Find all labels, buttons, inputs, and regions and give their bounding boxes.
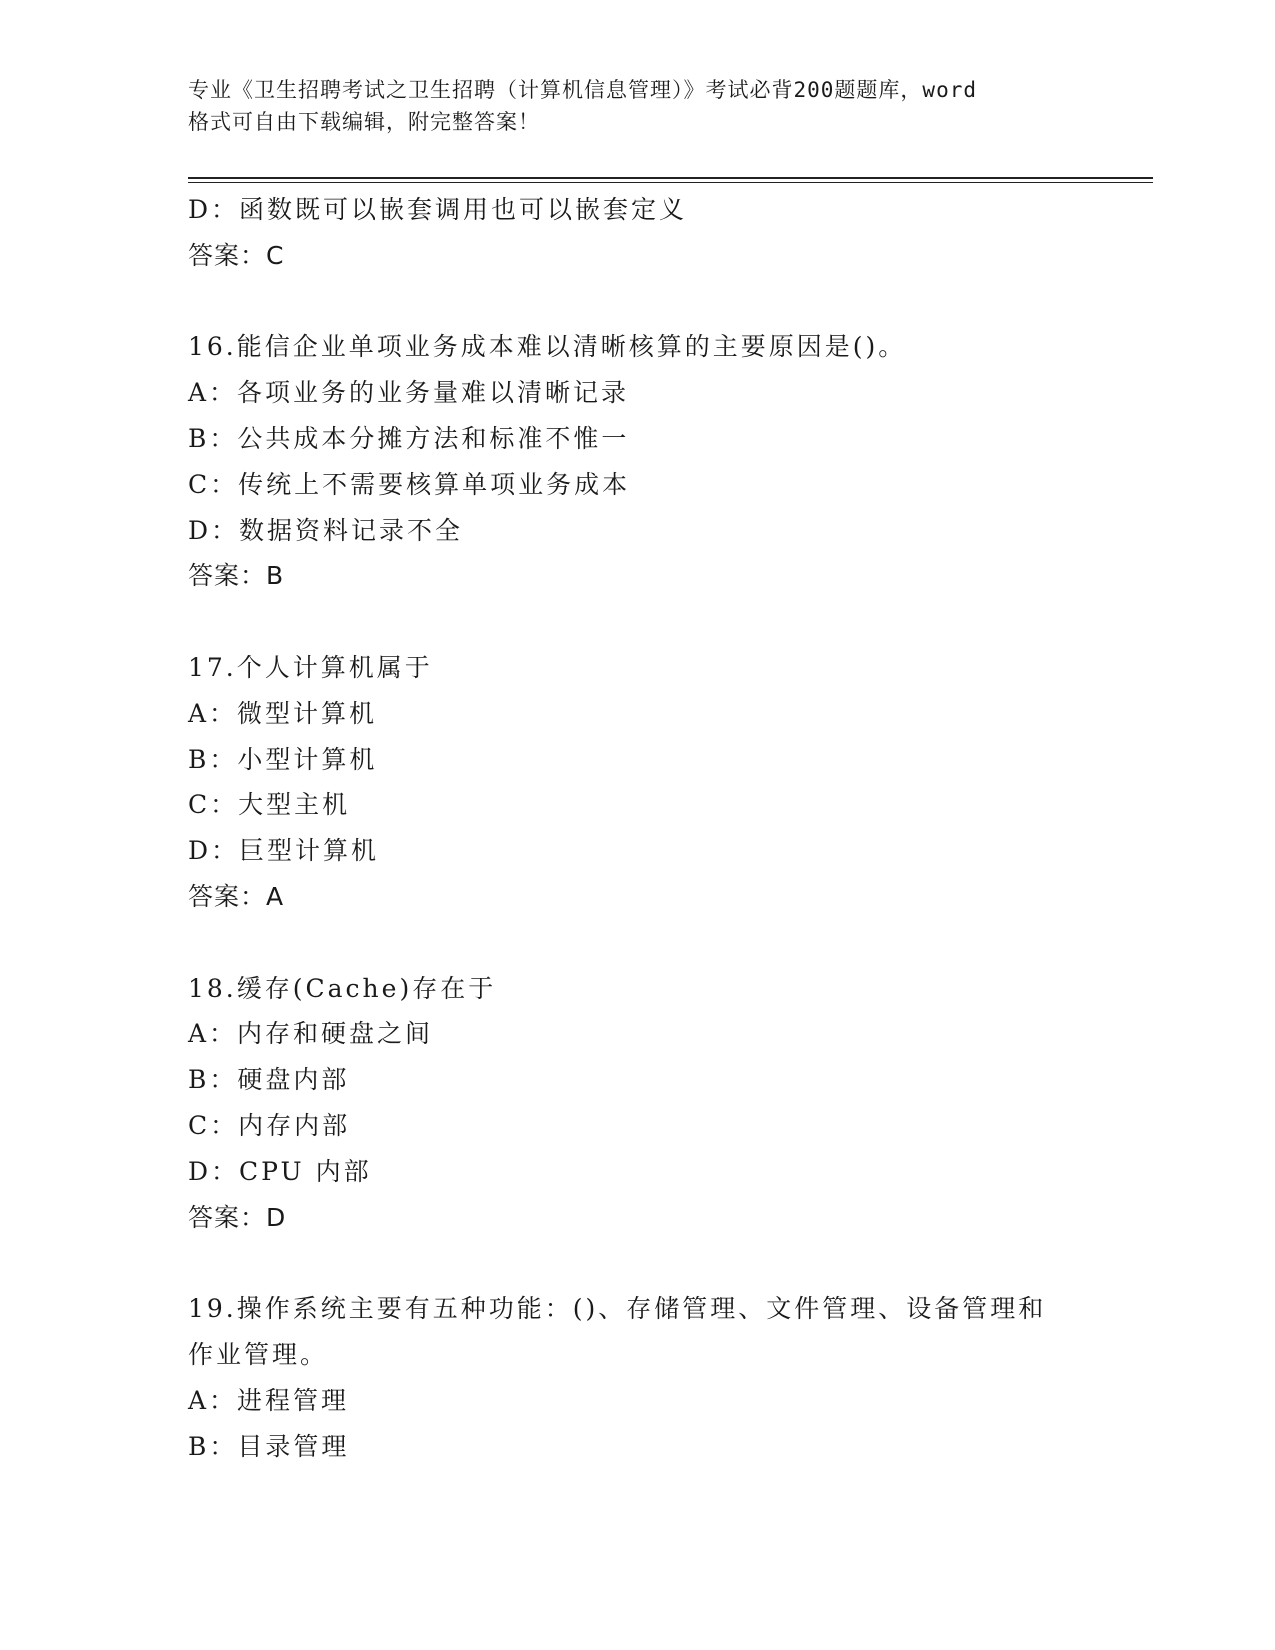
header-line-2: 格式可自由下载编辑，附完整答案！ — [188, 110, 540, 134]
question-stem: 17.个人计算机属于 — [188, 652, 433, 682]
option-d: D：CPU 内部 — [188, 1156, 372, 1186]
option-a: A：各项业务的业务量难以清晰记录 — [188, 378, 630, 408]
option-d: D：函数既可以嵌套调用也可以嵌套定义 — [188, 195, 688, 224]
option-b: B：硬盘内部 — [188, 1065, 350, 1095]
answer: 答案：D — [188, 1202, 287, 1232]
option-b: B：目录管理 — [188, 1431, 350, 1461]
answer: 答案：A — [188, 881, 285, 911]
option-b: B：小型计算机 — [188, 744, 378, 774]
question-stem: 18.缓存(Cache)存在于 — [188, 973, 497, 1003]
answer: 答案：B — [188, 561, 285, 591]
header-line-1: 专业《卫生招聘考试之卫生招聘（计算机信息管理）》考试必背200题题库，word — [188, 78, 977, 102]
option-b: B：公共成本分摊方法和标准不惟一 — [188, 423, 630, 453]
option-c: C：传统上不需要核算单项业务成本 — [188, 469, 631, 499]
header-divider-thin — [188, 182, 1153, 183]
question-stem-continued: 作业管理。 — [188, 1339, 329, 1369]
question-list — [188, 187, 1088, 1469]
option-a: A：微型计算机 — [188, 698, 378, 728]
question-stem: 16.能信企业单项业务成本难以清晰核算的主要原因是()。 — [188, 332, 907, 362]
option-a: A：内存和硬盘之间 — [188, 1019, 434, 1049]
option-c: C：大型主机 — [188, 790, 351, 820]
question-stem: 19.操作系统主要有五种功能：()、存储管理、文件管理、设备管理和 — [188, 1294, 1047, 1324]
page-header — [188, 74, 1088, 138]
option-d: D：巨型计算机 — [188, 836, 380, 866]
option-d: D：数据资料记录不全 — [188, 515, 464, 545]
option-c: C：内存内部 — [188, 1110, 351, 1140]
header-divider — [188, 177, 1153, 179]
answer: 答案：C — [188, 240, 285, 270]
option-a: A：进程管理 — [188, 1385, 350, 1415]
